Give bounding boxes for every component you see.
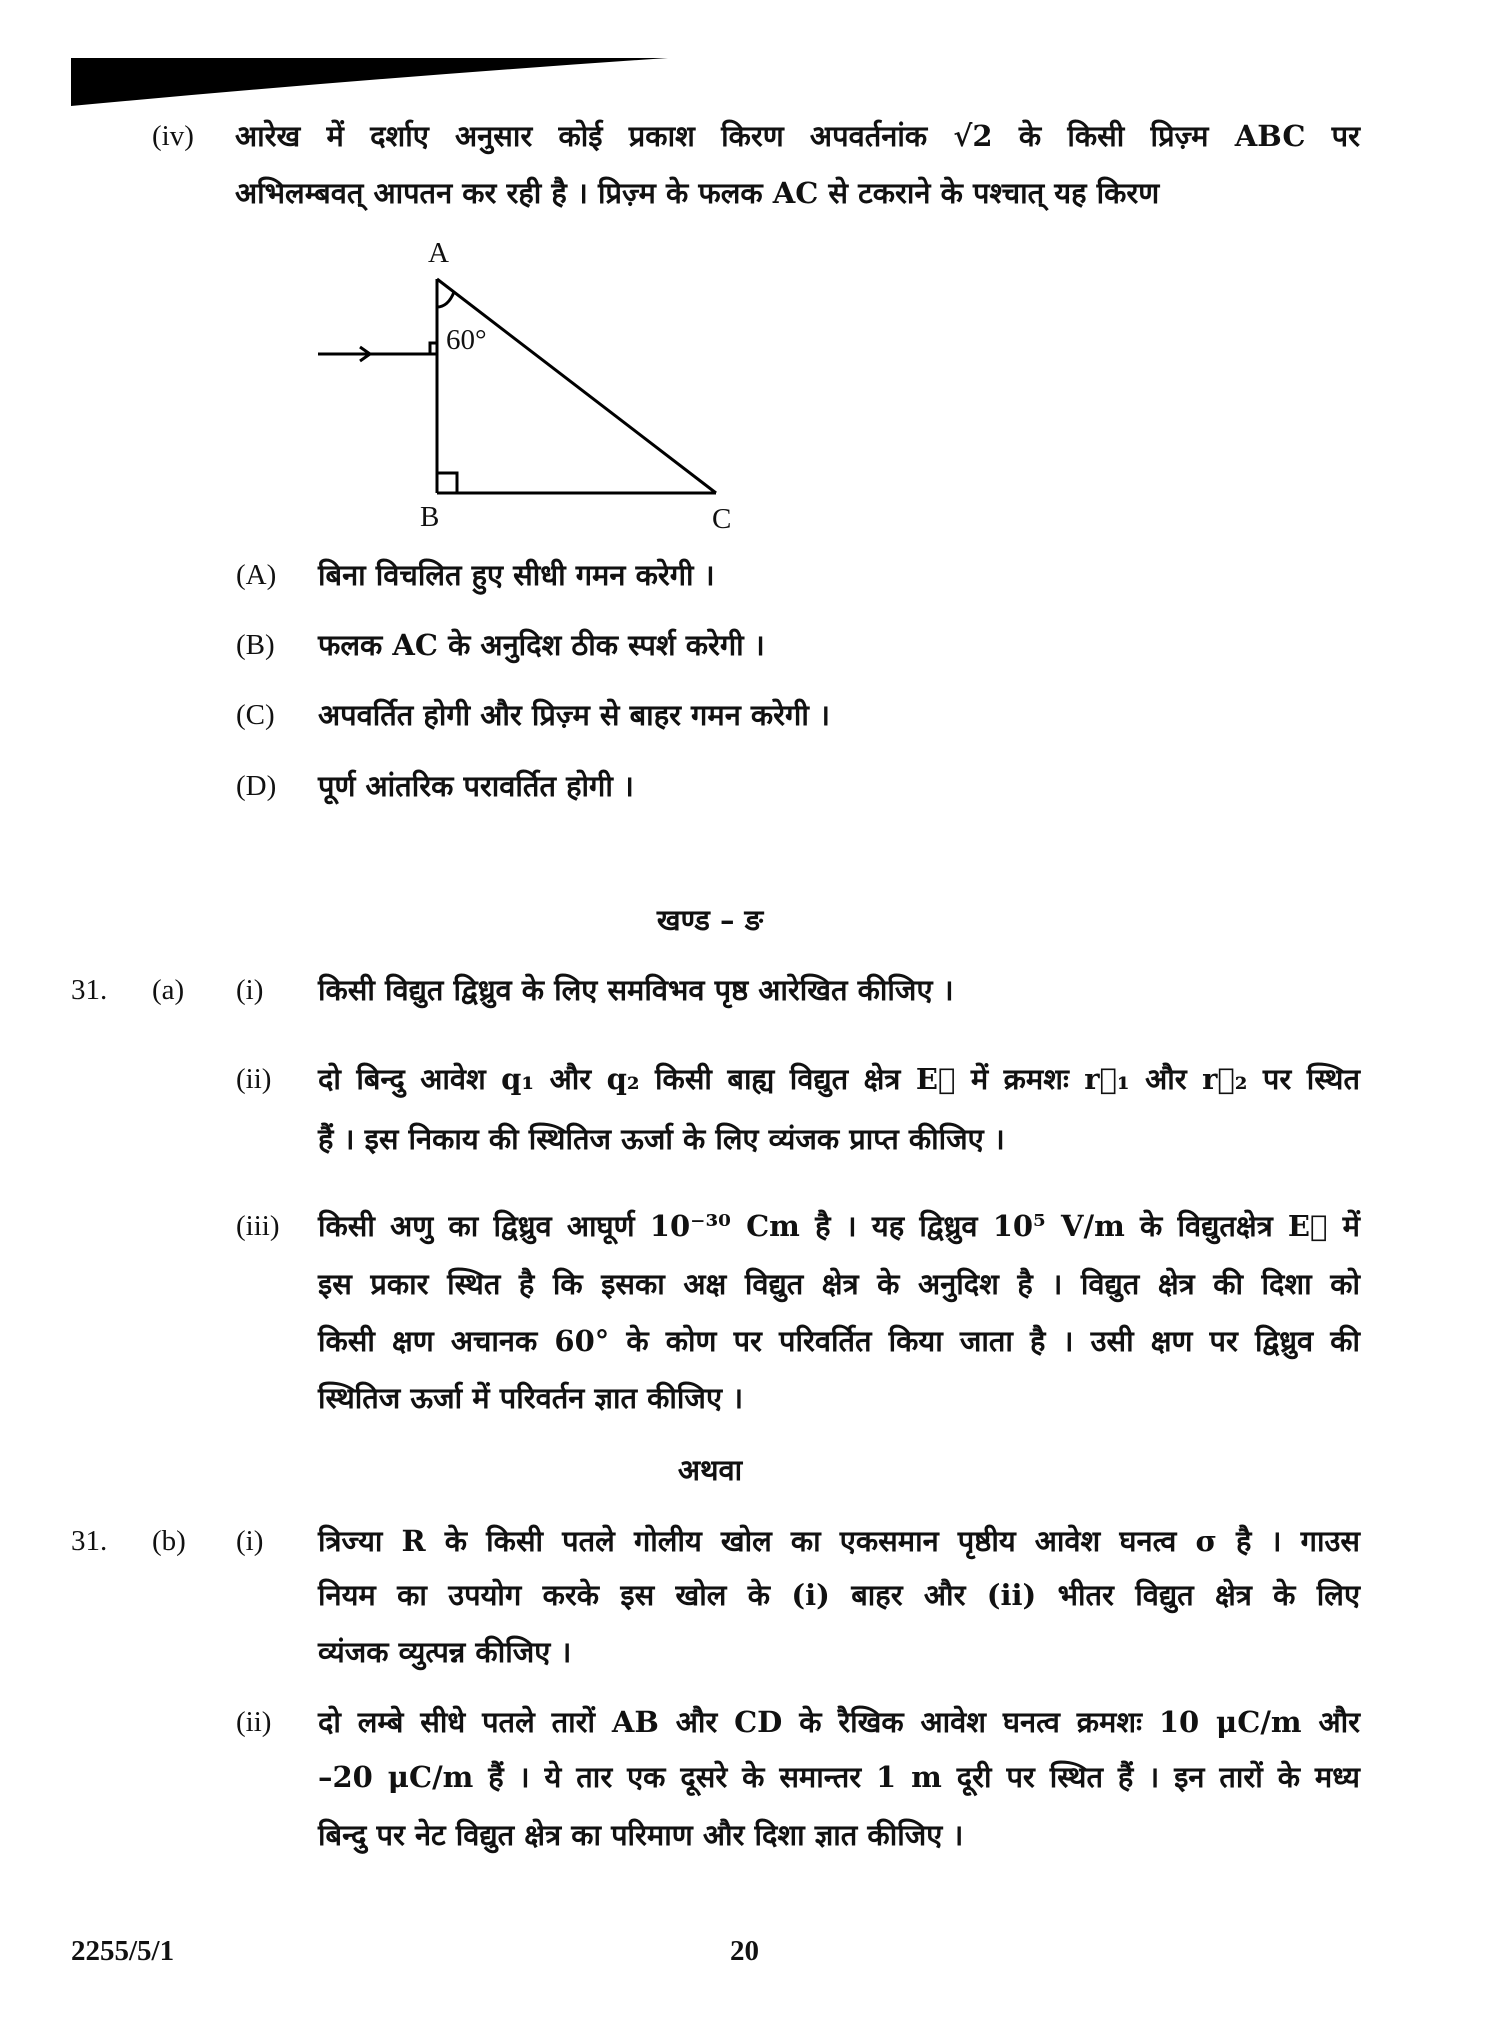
option-label: (D)	[236, 770, 277, 802]
option-text: बिना विचलित हुए सीधी गमन करेगी ।	[318, 558, 715, 592]
question-text: दो लम्बे सीधे पतले तारों AB और CD के रैखिक आवेश घनत्व क्रमशः 10 μC/m और	[318, 1705, 1360, 1739]
subpart-label: (i)	[236, 974, 264, 1006]
option-text: अपवर्तित होगी और प्रिज़्म से बाहर गमन करेगी ।	[318, 698, 830, 732]
subpart-label: (iii)	[236, 1210, 280, 1242]
question-number: 31.	[71, 974, 108, 1006]
question-part: (b)	[152, 1525, 186, 1557]
question-text: हैं । इस निकाय की स्थितिज ऊर्जा के लिए व्यंजक प्राप्त कीजिए ।	[318, 1122, 1005, 1156]
question-text: दो बिन्दु आवेश q₁ और q₂ किसी बाह्य विद्युत क्षेत्र E⃗ में क्रमशः r⃗₁ और r⃗₂ पर स्थित	[318, 1062, 1360, 1096]
question-text: आरेख में दर्शाए अनुसार कोई प्रकाश किरण अपवर्तनांक √2 के किसी प्रिज़्म ABC पर	[235, 119, 1360, 153]
question-text: –20 μC/m हैं । ये तार एक दूसरे के समान्तर 1 m दूरी पर स्थित हैं । इन तारों के मध्य	[318, 1760, 1360, 1794]
section-title: खण्ड – ङ	[656, 903, 764, 937]
question-number: 31.	[71, 1525, 108, 1557]
option-text: फलक AC के अनुदिश ठीक स्पर्श करेगी ।	[318, 628, 765, 662]
question-part: (a)	[152, 974, 185, 1006]
option-label: (A)	[236, 559, 277, 591]
subpart-label: (ii)	[236, 1706, 272, 1738]
question-text: व्यंजक व्युत्पन्न कीजिए ।	[318, 1635, 572, 1669]
vertex-label-b: B	[420, 501, 440, 533]
question-text: किसी अणु का द्विध्रुव आघूर्ण 10⁻³⁰ Cm है । यह द्विध्रुव 10⁵ V/m के विद्युतक्षेत्र E⃗ में	[318, 1209, 1360, 1243]
question-text: किसी क्षण अचानक 60° के कोण पर परिवर्तित किया जाता है । उसी क्षण पर द्विध्रुव की	[318, 1324, 1360, 1358]
page-number: 20	[730, 1935, 759, 1967]
question-text: स्थितिज ऊर्जा में परिवर्तन ज्ञात कीजिए ।	[318, 1381, 744, 1415]
option-text: पूर्ण आंतरिक परावर्तित होगी ।	[318, 769, 634, 803]
question-label: (iv)	[152, 120, 194, 152]
question-text: किसी विद्युत द्विध्रुव के लिए समविभव पृष्ठ आरेखित कीजिए ।	[318, 973, 954, 1007]
question-text: नियम का उपयोग करके इस खोल के (i) बाहर और (ii) भीतर विद्युत क्षेत्र के लिए	[318, 1578, 1360, 1612]
prism-diagram	[300, 235, 780, 539]
option-label: (B)	[236, 629, 275, 661]
subpart-label: (ii)	[236, 1063, 272, 1095]
vertex-label-a: A	[428, 237, 449, 269]
subpart-label: (i)	[236, 1525, 264, 1557]
header-black-bar	[71, 58, 671, 108]
paper-code: 2255/5/1	[71, 1935, 175, 1967]
question-text: अभिलम्बवत् आपतन कर रही है । प्रिज़्म के फलक AC से टकराने के पश्चात् यह किरण	[235, 176, 1160, 210]
or-label: अथवा	[677, 1453, 743, 1487]
question-text: बिन्दु पर नेट विद्युत क्षेत्र का परिमाण और दिशा ज्ञात कीजिए ।	[318, 1818, 964, 1852]
question-text: त्रिज्या R के किसी पतले गोलीय खोल का एकसमान पृष्ठीय आवेश घनत्व σ है । गाउस	[318, 1524, 1360, 1558]
option-label: (C)	[236, 699, 275, 731]
question-text: इस प्रकार स्थित है कि इसका अक्ष विद्युत क्षेत्र के अनुदिश है । विद्युत क्षेत्र की दिशा को	[318, 1267, 1360, 1301]
angle-label: 60°	[446, 324, 487, 356]
vertex-label-c: C	[712, 503, 732, 535]
